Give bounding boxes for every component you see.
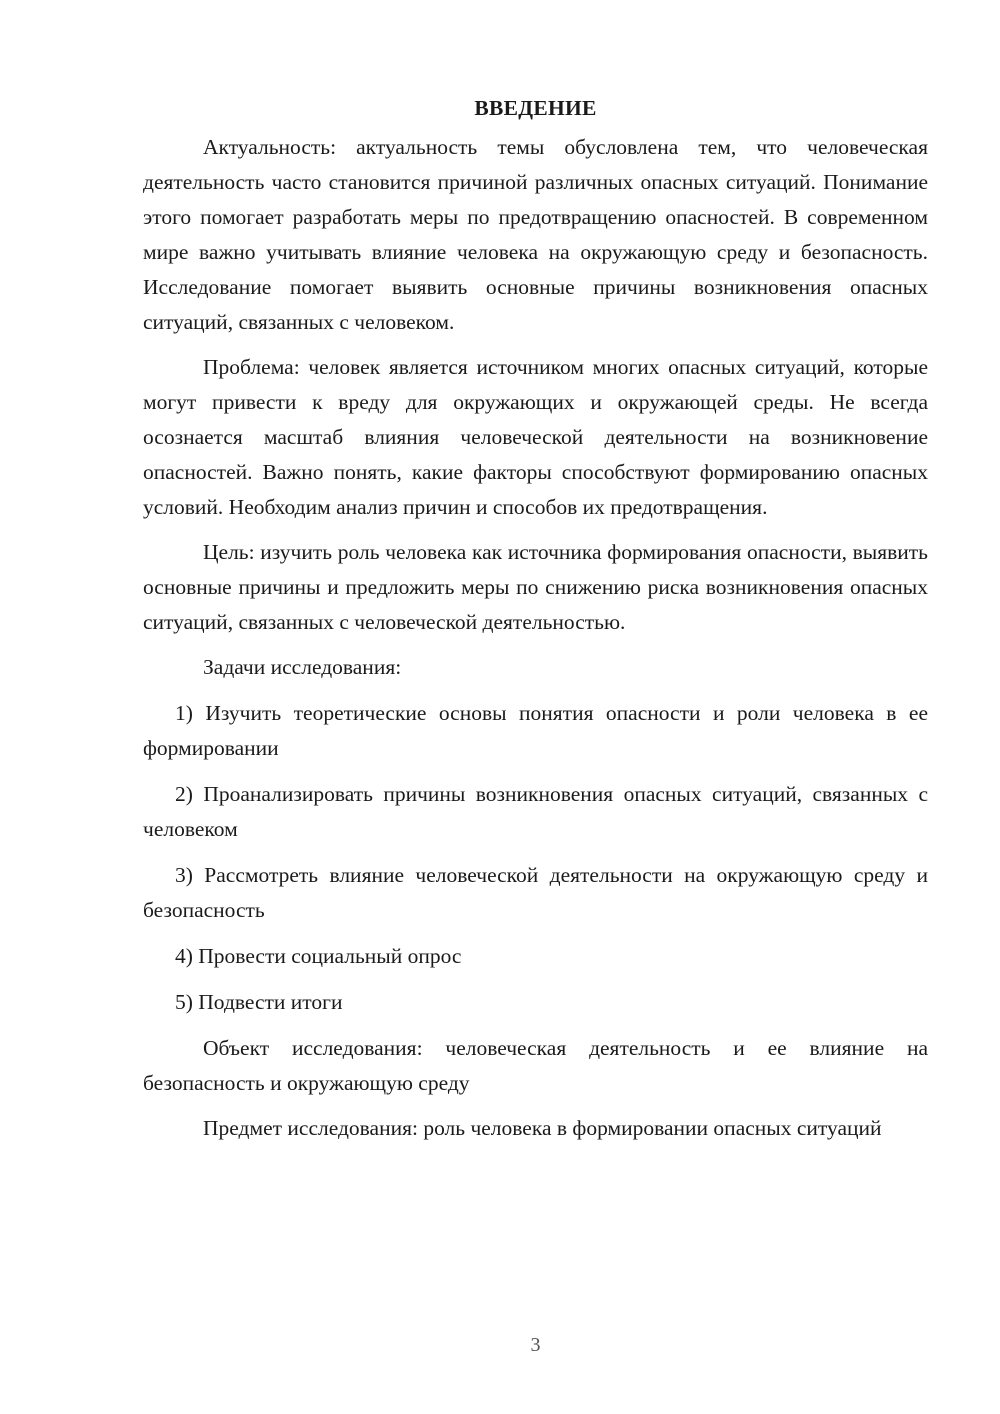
paragraph-problem: Проблема: человек является источником многих опасных ситуаций, которые могут привести к вреду для окружающих и окружающей среды. Не всегда осознается масштаб влияния человеческой деятельности на возникновение опасностей. Важно понять, какие факторы способствуют формированию опасных условий. Необходим анализ причин и способов их предотвращения. (143, 355, 928, 519)
paragraph-subject: Предмет исследования: роль человека в формировании опасных ситуаций (203, 1116, 882, 1140)
task-item-2: 2) Проанализировать причины возникновения опасных ситуаций, связанных с человеком (143, 782, 928, 841)
task-item-4: 4) Провести социальный опрос (175, 944, 462, 968)
paragraph-object: Объект исследования: человеческая деятельность и ее влияние на безопасность и окружающую среду (143, 1036, 928, 1095)
page-title: ВВЕДЕНИЕ (474, 96, 597, 120)
page-number: 3 (530, 1334, 541, 1356)
paragraph-relevance: Актуальность: актуальность темы обусловлена тем, что человеческая деятельность часто становится причиной различных опасных ситуаций. Понимание этого помогает разработать меры по предотвращению опасностей. В современном мире важно учитывать влияние человека на окружающую среду и безопасность. Исследование помогает выявить основные причины возникновения опасных ситуаций, связанных с человеком. (143, 135, 928, 334)
paragraph-goal: Цель: изучить роль человека как источника формирования опасности, выявить основные причины и предложить меры по снижению риска возникновения опасных ситуаций, связанных с человеческой деятельностью. (143, 540, 928, 634)
task-item-5: 5) Подвести итоги (175, 990, 343, 1014)
document-page (143, 90, 928, 1156)
task-item-3: 3) Рассмотреть влияние человеческой деятельности на окружающую среду и безопасность (143, 863, 928, 922)
tasks-heading: Задачи исследования: (203, 655, 402, 679)
task-item-1: 1) Изучить теоретические основы понятия опасности и роли человека в ее формировании (143, 701, 928, 760)
